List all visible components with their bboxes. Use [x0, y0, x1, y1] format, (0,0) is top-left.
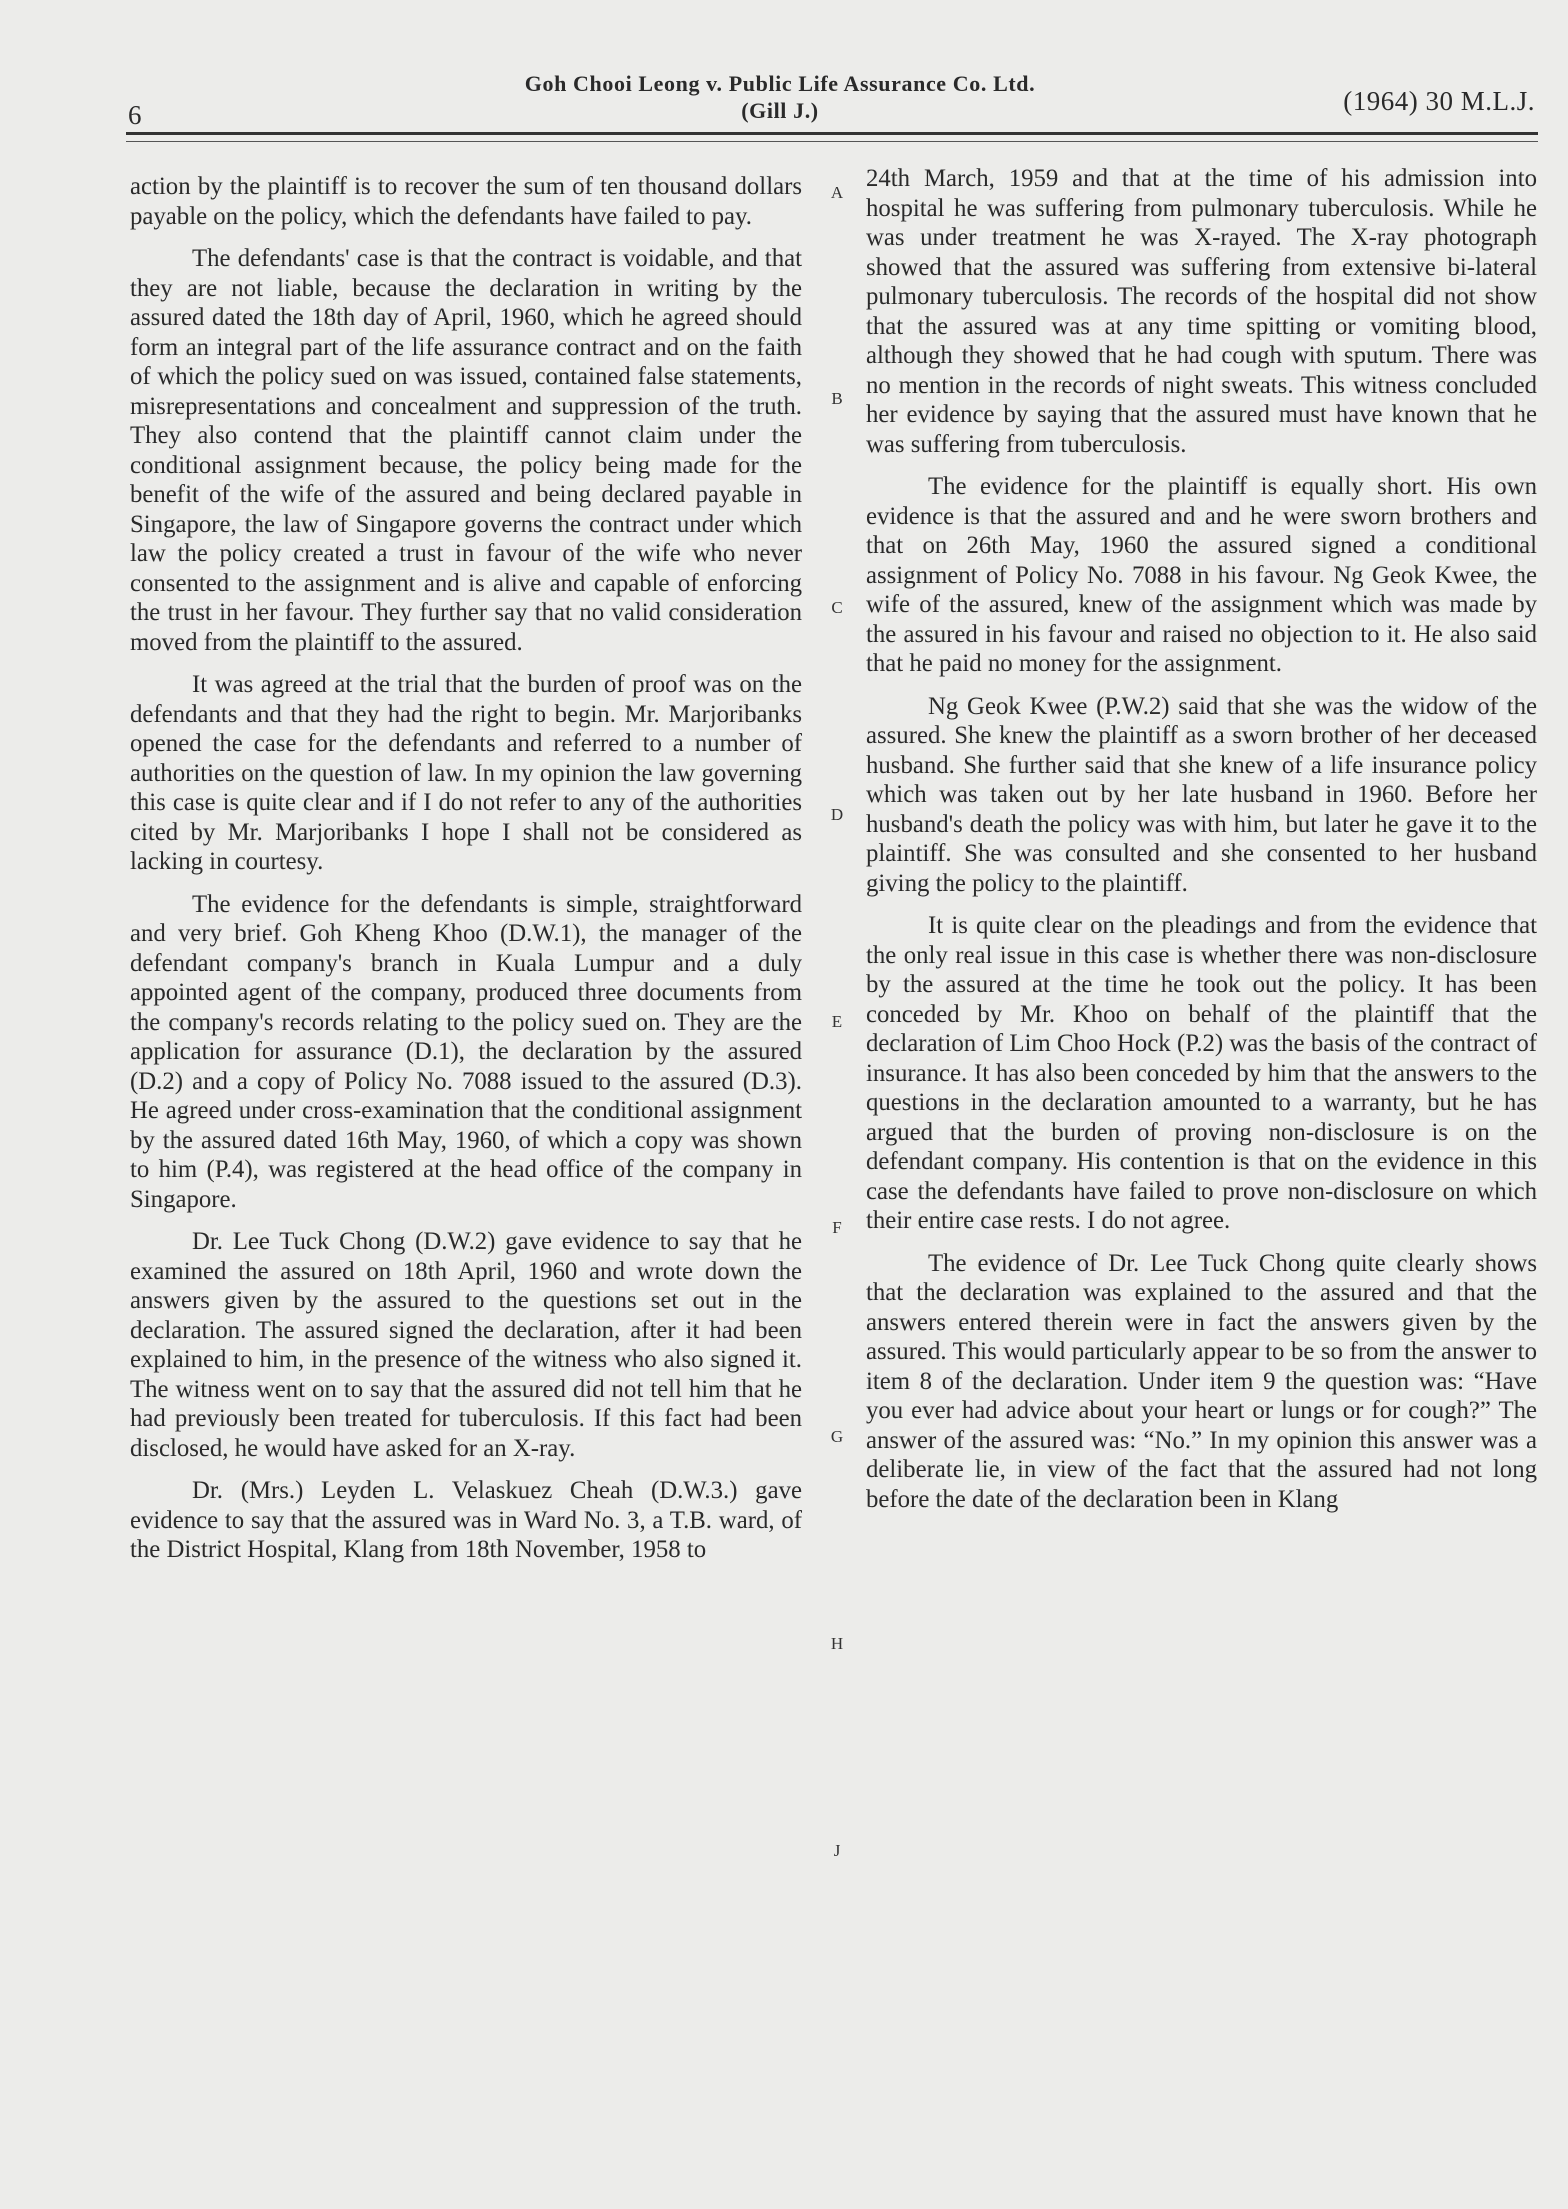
paragraph: Ng Geok Kwee (P.W.2) said that she was the widow of the assured. She knew the plaintiff as a sworn brother of her deceased husband. She further said that she knew of a life insurance policy which was taken out by her late husband in 1960. Before her husband's death the policy was with him, but later he gave it to the plaintiff. She was consulted and she consented to her husband giving the policy to the plaintiff. — [866, 692, 1537, 897]
paragraph: Dr. (Mrs.) Leyden L. Velaskuez Cheah (D.W.3.) gave evidence to say that the assured was in Ward No. 3, a T.B. ward, of the District Hospital, Klang from 18th November, 1958 to — [130, 1477, 802, 1563]
margin-letter-j: J — [833, 1841, 841, 1860]
margin-letter-a: A — [830, 183, 844, 202]
margin-letter-d: D — [830, 805, 844, 824]
running-title — [470, 70, 1090, 124]
report-citation: (1964) 30 M.L.J. — [1343, 86, 1535, 116]
margin-letter-b: B — [831, 389, 843, 408]
judge-name: (Gill J.) — [741, 98, 819, 123]
paragraph: It is quite clear on the pleadings and from the evidence that the only real issue in this case is whether there was non-disclosure by the assured at the time he took out the policy. It has been conceded by Mr. Khoo on behalf of the plaintiff that the declaration of Lim Choo Hock (P.2) was the basis of the contract of insurance. It has also been conceded by him that the answers to the questions in the declaration amounted to a warranty, but he has argued that the burden of proving non-disclosure is on the defendant company. His contention is that on the evidence in this case the defendants have failed to prove non-disclosure on which their entire case rests. I do not agree. — [866, 912, 1537, 1234]
header-rule-thin — [126, 141, 1538, 142]
left-column — [130, 172, 802, 1578]
page-number: 6 — [128, 100, 142, 130]
paragraph: Dr. Lee Tuck Chong (D.W.2) gave evidence to say that he examined the assured on 18th April, 1960 and wrote down the answers given by the assured to the questions set out in the declaration. The assured signed the declaration, after it had been explained to him, in the presence of the witness who also signed it. The witness went on to say that the assured did not tell him that he had previously been treated for tuberculosis. If this fact had been disclosed, he would have asked for an X-ray. — [130, 1228, 802, 1462]
paragraph: The defendants' case is that the contract is voidable, and that they are not liable, because the declaration in writing by the assured dated the 18th day of April, 1960, which he agreed should form an integral part of the life assurance contract and on the faith of which the policy sued on was issued, contained false statements, misrepresentations and concealment and suppression of the truth. They also contend that the plaintiff cannot claim under the conditional assignment because, the policy being made for the benefit of the wife of the assured and being declared payable in Singapore, the law of Singapore governs the contract under which law the policy created a trust in favour of the wife who never consented to the assignment and is alive and capable of enforcing the trust in her favour. They further say that no valid consideration moved from the plaintiff to the assured. — [130, 245, 802, 656]
margin-letter-h: H — [830, 1634, 844, 1653]
paragraph: action by the plaintiff is to recover the sum of ten thousand dollars payable on the policy, which the defendants have failed to pay. — [130, 173, 802, 230]
paragraph: The evidence for the defendants is simple, straightforward and very brief. Goh Kheng Khoo (D.W.1), the manager of the defendant company's branch in Kuala Lumpur and a duly appointed agent of the company, produced three documents from the company's records relating to the policy sued on. They are the application for assurance (D.1), the declaration by the assured (D.2) and a copy of Policy No. 7088 issued to the assured (D.3). He agreed under cross-examination that the conditional assignment by the assured dated 16th May, 1960, of which a copy was shown to him (P.4), was registered at the head office of the company in Singapore. — [130, 890, 802, 1213]
paragraph: 24th March, 1959 and that at the time of his admission into hospital he was suffering from pulmonary tuberculosis. While he was under treatment he was X-rayed. The X-ray photograph showed that the assured was suffering from extensive bi-lateral pulmonary tuberculosis. The records of the hospital did not show that the assured was at any time spitting or vomiting blood, although they showed that he had cough with sputum. There was no mention in the records of night sweats. This witness concluded her evidence by saying that the assured must have known that he was suffering from tuberculosis. — [866, 165, 1537, 458]
margin-letter-f: F — [832, 1218, 842, 1237]
right-column — [866, 164, 1537, 1527]
header-rule-thick — [126, 132, 1538, 135]
margin-letter-e: E — [831, 1012, 843, 1031]
case-title: Goh Chooi Leong v. Public Life Assurance Co. Ltd. — [524, 71, 1036, 96]
paragraph: The evidence for the plaintiff is equally short. His own evidence is that the assured and and he were sworn brothers and that on 26th May, 1960 the assured signed a conditional assignment of Policy No. 7088 in his favour. Ng Geok Kwee, the wife of the assured, knew of the assignment which was made by the assured in his favour and raised no objection to it. He also said that he paid no money for the assignment. — [866, 473, 1537, 677]
paragraph: The evidence of Dr. Lee Tuck Chong quite clearly shows that the declaration was explained to the assured and that the answers entered therein were in fact the answers given by the assured. This would particularly appear to be so from the answer to item 8 of the declaration. Under item 9 the question was: “Have you ever had advice about your heart or lungs or for cough?” The answer of the assured was: “No.” In my opinion this answer was a deliberate lie, in view of the fact that the assured had not long before the date of the declaration been in Klang — [866, 1249, 1537, 1513]
margin-letter-c: C — [831, 598, 843, 617]
paragraph: It was agreed at the trial that the burden of proof was on the defendants and that they had the right to begin. Mr. Marjoribanks opened the case for the defendants and referred to a number of authorities on the question of law. In my opinion the law governing this case is quite clear and if I do not refer to any of the authorities cited by Mr. Marjoribanks I hope I shall not be considered as lacking in courtesy. — [130, 671, 802, 875]
margin-letter-g: G — [830, 1427, 844, 1446]
